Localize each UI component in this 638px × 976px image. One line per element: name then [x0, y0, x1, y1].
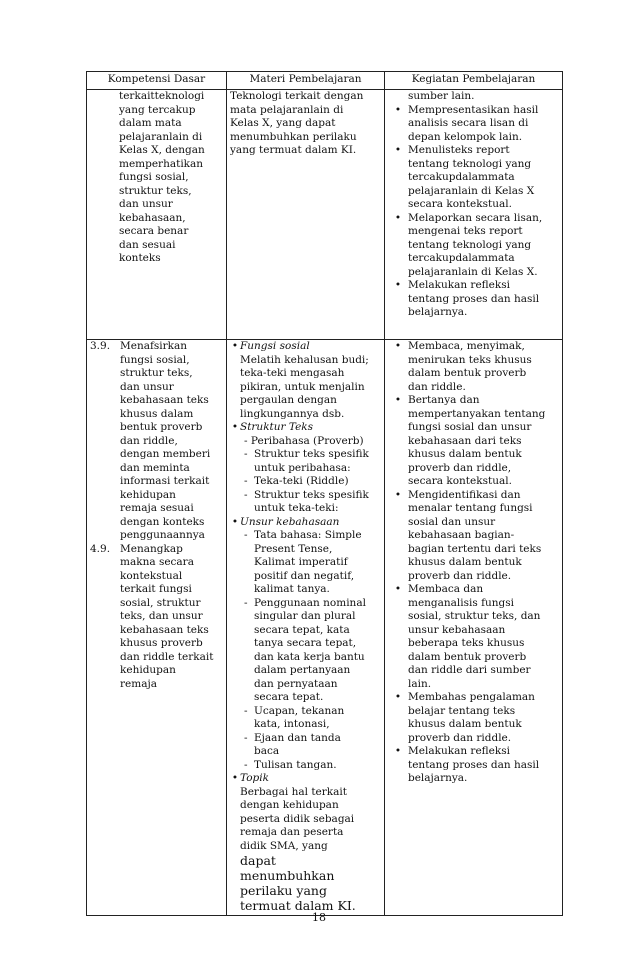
- dash-text: [244, 435, 381, 449]
- dash-item: [230, 705, 381, 732]
- dash-item: [230, 448, 381, 475]
- bullet-text: [240, 421, 381, 435]
- text-line: kata, intonasi,: [254, 718, 330, 730]
- text-line: kehidupan: [120, 488, 176, 501]
- bullet-text: [408, 489, 559, 584]
- text-line: pelajaranlain di Kelas X: [408, 184, 535, 197]
- text-line: Melaporkan secara lisan,: [408, 211, 543, 224]
- text-line: mempertanyakan tentang: [408, 407, 546, 420]
- bullet-marker: •: [231, 515, 239, 528]
- text-line: Membaca dan: [408, 583, 484, 595]
- text-line: kebahasaan teks: [120, 623, 209, 636]
- text-line: Kelas X, dengan: [119, 144, 205, 156]
- text-line: Menulisteks report: [408, 144, 510, 156]
- topik-text: [230, 786, 381, 914]
- text-line: analisis secara lisan di: [408, 117, 529, 129]
- text-line: khusus dalam bentuk: [408, 556, 522, 568]
- text-line: dan meminta: [120, 461, 190, 474]
- dash-marker: -: [244, 529, 248, 541]
- text-line: terkait fungsi: [120, 583, 192, 595]
- text-line: kebahasaan dari teks: [408, 434, 522, 447]
- text-line: pikiran, untuk menjalin: [240, 380, 365, 393]
- text-line: tercakupdalammata: [408, 171, 515, 183]
- dash-text: [254, 529, 381, 597]
- bullet-text: [408, 745, 559, 786]
- kegiatan-item: [388, 212, 559, 280]
- dash-text: [254, 705, 381, 732]
- dash-item: [230, 435, 381, 449]
- text-line: proverb dan riddle.: [408, 569, 512, 582]
- text-line: struktur teks,: [120, 367, 193, 379]
- text-line: sosial, struktur teks, dan: [408, 610, 541, 622]
- section-title: Topik: [240, 772, 269, 784]
- text-line: fungsi sosial,: [119, 171, 189, 183]
- text-line: - Peribahasa (Proverb): [244, 434, 364, 447]
- kegiatan-item: [388, 583, 559, 691]
- header-kegiatan-pembelajaran: Kegiatan Pembelajaran: [385, 72, 563, 90]
- text-line: remaja dan peserta: [240, 826, 344, 838]
- text-line: terkaitteknologi: [119, 90, 205, 102]
- cell-kegiatan-row1: [385, 90, 563, 340]
- text-line: dengan konteks: [120, 515, 205, 528]
- text-line: dalam mata: [119, 117, 182, 129]
- text-line: untuk peribahasa:: [254, 461, 351, 474]
- materi-unsur-kebahasaan: [230, 516, 381, 530]
- dash-marker: -: [244, 758, 248, 771]
- text-line: dalam bentuk proverb: [408, 367, 527, 379]
- bullet-marker: •: [394, 583, 402, 595]
- text-line: beberapa teks khusus: [408, 637, 525, 649]
- kd-number: 4.9.: [90, 542, 111, 555]
- text-line: dan kata kerja bantu: [254, 650, 365, 663]
- text-line: dalam pertanyaan: [254, 664, 351, 676]
- text-line: Ejaan dan tanda: [254, 731, 341, 744]
- dash-text: [254, 597, 381, 705]
- text-line: unsur kebahasaan: [408, 623, 506, 636]
- bullet-marker: •: [231, 772, 239, 784]
- bullet-text: [408, 212, 559, 280]
- text-line: secara tepat.: [254, 691, 324, 703]
- text-line: kebahasaan teks: [120, 394, 209, 406]
- kd-number: 3.9.: [90, 340, 111, 352]
- kd-entry: [90, 543, 223, 692]
- text-line: fungsi sosial,: [120, 353, 190, 366]
- text-line: struktur teks,: [119, 184, 192, 197]
- bullet-text: [408, 691, 559, 745]
- text-line: yang tercakup: [119, 103, 196, 116]
- section-title: Struktur Teks: [240, 421, 314, 433]
- text-line: proverb dan riddle,: [408, 461, 512, 474]
- header-materi-pembelajaran: Materi Pembelajaran: [227, 72, 385, 90]
- text-line: menumbuhkan: [240, 868, 335, 883]
- bullet-text: [240, 340, 381, 354]
- dash-text: [254, 732, 381, 759]
- text-line: tercakupdalammata: [408, 252, 515, 264]
- text-line: Kalimat imperatif: [254, 556, 348, 568]
- kd-text: [120, 543, 223, 692]
- text-line: dan sesuai: [119, 238, 176, 251]
- text-line: Struktur teks spesifik: [254, 448, 369, 460]
- bullet-text: [408, 279, 559, 320]
- text-line: positif dan negatif,: [254, 569, 355, 582]
- text-line: Bertanya dan: [408, 394, 480, 406]
- text-line: Menangkap: [120, 542, 183, 555]
- text-line: kalimat tanya.: [254, 583, 330, 595]
- text-line: Melakukan refleksi: [408, 279, 510, 291]
- text-line: Berbagai hal terkait: [240, 785, 347, 798]
- bullet-marker: •: [394, 103, 402, 116]
- text-line: dan riddle terkait: [120, 650, 214, 663]
- cell-kd-row1: [87, 90, 227, 340]
- kegiatan-item: [388, 144, 559, 212]
- table-header-row: [87, 72, 563, 90]
- text-line: dalam bentuk proverb: [408, 650, 527, 663]
- text-line: Struktur teks spesifik: [254, 488, 369, 501]
- text-line: remaja: [120, 677, 157, 690]
- text-line: dengan kehidupan: [240, 799, 339, 811]
- text-line: didik SMA, yang: [240, 839, 328, 852]
- bullet-continuation: [388, 90, 559, 104]
- dash-item: [230, 529, 381, 597]
- text-line: Membaca, menyimak,: [408, 340, 525, 352]
- section-title: Unsur kebahasaan: [240, 515, 340, 528]
- bullet-text: [408, 144, 559, 212]
- dash-text: [254, 489, 381, 516]
- text-line: tentang teknologi yang: [408, 238, 532, 251]
- table-row: [87, 340, 563, 916]
- text-line: memperhatikan: [119, 157, 204, 170]
- kegiatan-item: [388, 745, 559, 786]
- text-line: Teka-teki (Riddle): [254, 475, 349, 487]
- text-line: tanya secara tepat,: [254, 637, 357, 649]
- curriculum-table: [86, 71, 563, 916]
- text-line: mata pelajaranlain di: [230, 103, 344, 116]
- text-line: belajarnya.: [408, 772, 468, 784]
- text-line: singular dan plural: [254, 610, 356, 622]
- text-line: Melakukan refleksi: [408, 745, 510, 757]
- text-line: secara benar: [119, 225, 189, 237]
- text-line: Teknologi terkait dengan: [230, 90, 364, 102]
- cell-kd-row2: [87, 340, 227, 916]
- dash-marker: -: [244, 448, 248, 460]
- text-line: dan pernyataan: [254, 677, 338, 690]
- bullet-text: [408, 104, 559, 145]
- dash-marker: -: [244, 475, 248, 487]
- bullet-marker: •: [394, 340, 402, 352]
- kegiatan-item: [388, 691, 559, 745]
- dash-text: [254, 759, 381, 773]
- text-line: menirukan teks khusus: [408, 353, 532, 366]
- text-line: bagian tertentu dari teks: [408, 542, 542, 555]
- text-line: khusus dalam bentuk: [408, 718, 522, 730]
- kegiatan-item: [388, 340, 559, 394]
- text-line: penggunaannya: [120, 529, 205, 541]
- text-line: Melatih kehalusan budi;: [240, 353, 369, 366]
- kegiatan-item: [388, 394, 559, 489]
- text-line: Penggunaan nominal: [254, 596, 366, 609]
- text-line: secara kontekstual.: [408, 475, 512, 487]
- cell-kegiatan-row2: [385, 340, 563, 916]
- text-line: termuat dalam KI.: [240, 898, 356, 913]
- kd-text: [120, 340, 223, 543]
- cell-materi-row2: [227, 340, 385, 916]
- text-line: sumber lain.: [408, 90, 475, 102]
- header-kompetensi-dasar: Kompetensi Dasar: [87, 72, 227, 90]
- dash-item: [230, 597, 381, 705]
- text-line: teka-teki mengasah: [240, 367, 345, 379]
- text-line: pelajaranlain di Kelas X.: [408, 265, 538, 278]
- table-row: [87, 90, 563, 340]
- dash-marker: -: [244, 596, 248, 609]
- text-line: menalar tentang fungsi: [408, 502, 533, 514]
- kegiatan-item: [388, 489, 559, 584]
- dash-marker: -: [244, 704, 248, 717]
- kd-entry: [90, 340, 223, 543]
- text-line: makna secara: [120, 556, 194, 568]
- text-line: sosial dan unsur: [408, 515, 496, 528]
- text-line: khusus dalam bentuk: [408, 448, 522, 460]
- text-line: khusus proverb: [120, 637, 203, 649]
- text-line: fungsi sosial dan unsur: [408, 421, 532, 433]
- text-line: sosial, struktur: [120, 596, 201, 609]
- bullet-marker: •: [231, 421, 239, 433]
- text-line: Mengidentifikasi dan: [408, 488, 521, 501]
- bullet-text: [240, 516, 381, 530]
- bullet-text: [408, 394, 559, 489]
- text-line: Ucapan, tekanan: [254, 704, 345, 717]
- text-line: baca: [254, 745, 280, 757]
- bullet-marker: •: [394, 279, 402, 291]
- text-line: Kelas X, yang dapat: [230, 117, 336, 129]
- text-line: khusus dalam: [120, 407, 194, 420]
- dash-item: [230, 475, 381, 489]
- text-line: yang termuat dalam KI.: [230, 144, 357, 156]
- text-line: mengenai teks report: [408, 225, 523, 237]
- bullet-marker: •: [231, 340, 239, 352]
- text-line: depan kelompok lain.: [408, 130, 523, 143]
- bullet-marker: •: [394, 691, 402, 703]
- text-line: untuk teka-teki:: [254, 502, 339, 514]
- text-line: Membahas pengalaman: [408, 691, 535, 703]
- kegiatan-item: [388, 279, 559, 320]
- text-line: dan riddle.: [408, 380, 466, 393]
- bullet-text: [408, 340, 559, 394]
- text-line: Present Tense,: [254, 542, 333, 555]
- text-line: pergaulan dengan: [240, 394, 337, 406]
- text-line: tentang proses dan hasil: [408, 292, 540, 305]
- text-line: peserta didik sebagai: [240, 812, 355, 825]
- text-line: menganalisis fungsi: [408, 596, 515, 609]
- cell-materi-row1: [227, 90, 385, 340]
- dash-item: [230, 759, 381, 773]
- text-line: konteks: [119, 252, 161, 264]
- text-line: dan riddle,: [120, 434, 178, 447]
- text-line: belajar tentang teks: [408, 704, 516, 717]
- materi-fungsi-sosial: [230, 340, 381, 354]
- text-line: kehidupan: [120, 664, 176, 676]
- bullet-text: [408, 583, 559, 691]
- text-line: secara kontekstual.: [408, 198, 512, 210]
- materi-struktur-teks: [230, 421, 381, 435]
- text-line: pelajaranlain di: [119, 130, 203, 143]
- dash-item: [230, 732, 381, 759]
- text-line: Mempresentasikan hasil: [408, 103, 539, 116]
- dash-item: [230, 489, 381, 516]
- text-line: lingkungannya dsb.: [240, 407, 345, 420]
- page-number: 18: [312, 911, 326, 924]
- bullet-text: [240, 772, 381, 786]
- fungsi-text: [230, 354, 381, 422]
- text-line: Menafsirkan: [120, 340, 188, 352]
- text-line: dapat: [240, 853, 276, 868]
- text-line: dan unsur: [120, 380, 174, 393]
- text-line: dengan memberi: [120, 448, 211, 460]
- text-line: menumbuhkan perilaku: [230, 130, 357, 143]
- dash-text: [254, 475, 381, 489]
- dash-text: [254, 448, 381, 475]
- bullet-marker: •: [394, 394, 402, 406]
- text-line: tentang proses dan hasil: [408, 758, 540, 771]
- text-line: informasi terkait: [120, 475, 210, 487]
- text-line: Tata bahasa: Simple: [254, 529, 362, 541]
- text-line: dan unsur: [119, 198, 173, 210]
- text-line: Tulisan tangan.: [254, 758, 337, 771]
- text-line: tentang teknologi yang: [408, 157, 532, 170]
- text-line: proverb dan riddle.: [408, 731, 512, 744]
- bullet-marker: •: [394, 144, 402, 156]
- dash-marker: -: [244, 488, 248, 501]
- text-line: bentuk proverb: [120, 421, 203, 433]
- text-line: perilaku yang: [240, 883, 327, 898]
- section-title: Fungsi sosial: [240, 340, 310, 352]
- text-line: teks, dan unsur: [120, 610, 203, 622]
- dash-marker: -: [244, 731, 248, 744]
- kegiatan-item: [388, 104, 559, 145]
- bullet-marker: •: [394, 745, 402, 757]
- text-line: belajarnya.: [408, 306, 468, 318]
- text-line: lain.: [408, 677, 432, 690]
- bullet-marker: •: [394, 211, 402, 224]
- text-line: secara tepat, kata: [254, 623, 350, 636]
- text-line: kebahasaan,: [119, 211, 186, 224]
- bullet-marker: •: [394, 488, 402, 501]
- text-line: kebahasaan bagian-: [408, 529, 515, 541]
- text-line: remaja sesuai: [120, 502, 194, 514]
- text-line: kontekstual: [120, 569, 183, 582]
- materi-topik: [230, 772, 381, 786]
- text-line: dan riddle dari sumber: [408, 664, 531, 676]
